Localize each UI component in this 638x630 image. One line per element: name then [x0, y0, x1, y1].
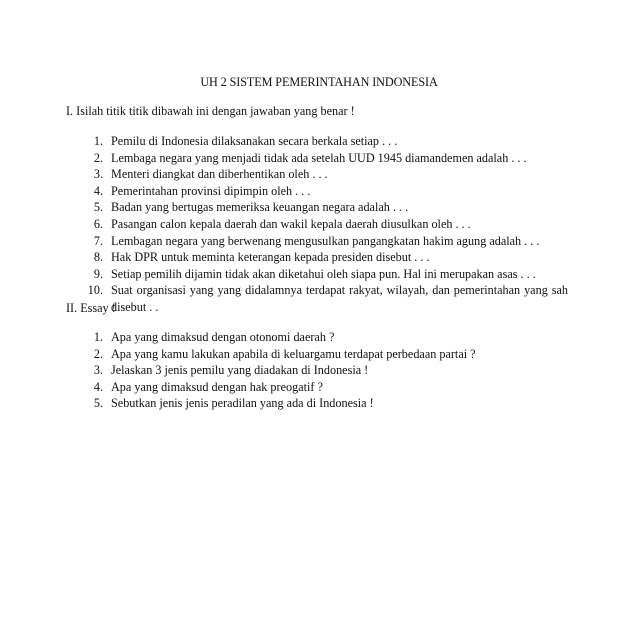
- section2-heading: II. Essay !: [66, 301, 116, 315]
- question-item: [78, 249, 568, 266]
- question-item: [78, 199, 568, 216]
- document-title: UH 2 SISTEM PEMERINTAHAN INDONESIA: [200, 75, 438, 89]
- question-item: [78, 329, 568, 346]
- question-item: [78, 183, 568, 200]
- question-item: [78, 233, 568, 250]
- question-text: Sebutkan jenis jenis peradilan yang ada di Indonesia !: [111, 396, 374, 411]
- question-text: Setiap pemilih dijamin tidak akan diketahui oleh siapa pun. Hal ini merupakan asas . . .: [111, 266, 536, 281]
- question-text: Suat organisasi yang yang didalamnya terdapat rakyat, wilayah, dan pemerintahan yang sah disebut . .: [111, 283, 568, 314]
- question-text: Apa yang dimaksud dengan otonomi daerah ?: [111, 330, 335, 344]
- question-text: Pemerintahan provinsi dipimpin oleh . . .: [111, 183, 311, 198]
- question-text: Lembagan negara yang berwenang mengusulkan pangangkatan hakim agung adalah . . .: [111, 233, 540, 248]
- question-number: 2.: [93, 346, 103, 361]
- question-number: 10.: [87, 283, 103, 298]
- section1-heading: I. Isilah titik titik dibawah ini dengan jawaban yang benar !: [66, 104, 355, 118]
- question-text: Apa yang dimaksud dengan hak preogatif ?: [111, 379, 323, 394]
- question-number: 6.: [93, 216, 103, 231]
- question-number: 4.: [93, 379, 103, 394]
- question-text: Lembaga negara yang menjadi tidak ada setelah UUD 1945 diamandemen adalah . . .: [111, 150, 527, 165]
- question-item: [78, 266, 568, 283]
- question-item: [78, 133, 568, 150]
- question-text: Menteri diangkat dan diberhentikan oleh . . .: [111, 167, 328, 182]
- question-item: [78, 346, 568, 363]
- question-text: Pemilu di Indonesia dilaksanakan secara berkala setiap . . .: [111, 134, 398, 148]
- section1-question-list: [78, 133, 568, 316]
- question-item: [78, 379, 568, 396]
- question-number: 5.: [93, 396, 103, 411]
- question-item: [78, 362, 568, 379]
- question-number: 4.: [93, 183, 103, 198]
- question-number: 8.: [93, 250, 103, 265]
- question-number: 9.: [93, 266, 103, 281]
- question-item: [78, 395, 568, 412]
- question-number: 2.: [93, 150, 103, 165]
- question-item: [78, 150, 568, 167]
- question-number: 3.: [93, 167, 103, 182]
- question-text: Jelaskan 3 jenis pemilu yang diadakan di Indonesia !: [111, 363, 369, 378]
- question-number: 5.: [93, 200, 103, 215]
- question-number: 1.: [93, 134, 103, 148]
- question-number: 7.: [93, 233, 103, 248]
- question-item: [78, 282, 568, 315]
- question-number: 3.: [93, 363, 103, 378]
- question-item: [78, 216, 568, 233]
- question-text: Pasangan calon kepala daerah dan wakil kepala daerah diusulkan oleh . . .: [111, 216, 471, 231]
- section2-question-list: [78, 329, 568, 412]
- question-number: 1.: [93, 330, 103, 344]
- question-item: [78, 166, 568, 183]
- question-text: Hak DPR untuk meminta keterangan kepada presiden disebut . . .: [111, 250, 430, 265]
- question-text: Badan yang bertugas memeriksa keuangan negara adalah . . .: [111, 200, 409, 215]
- question-text: Apa yang kamu lakukan apabila di keluargamu terdapat perbedaan partai ?: [111, 346, 476, 361]
